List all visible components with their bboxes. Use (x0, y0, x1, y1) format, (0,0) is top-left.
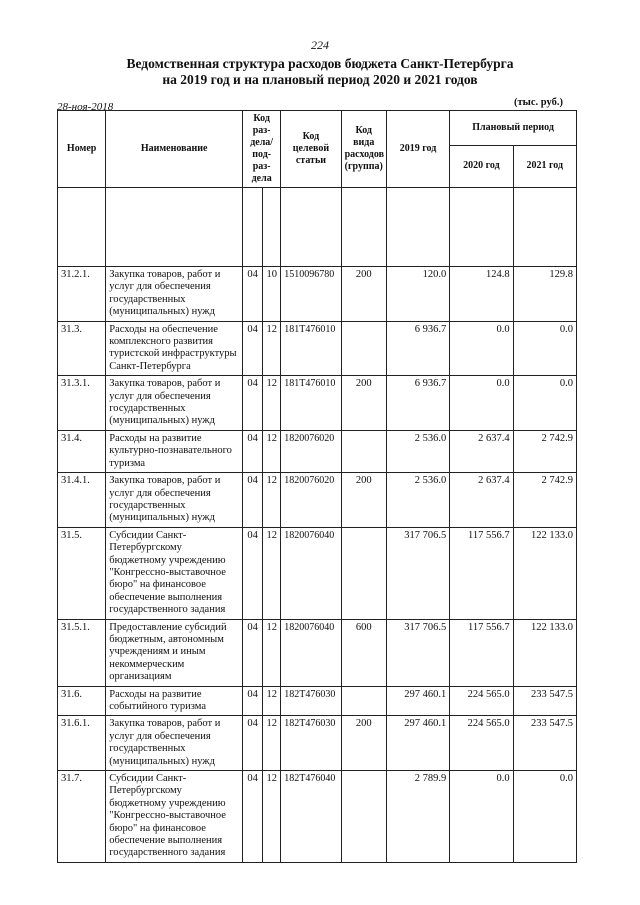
row-number: 31.3.1. (58, 376, 106, 431)
row-target-article: 181T476010 (281, 376, 341, 431)
row-expense-type (341, 430, 386, 472)
row-target-article: 182T476030 (281, 716, 341, 771)
row-number: 31.6.1. (58, 716, 106, 771)
row-number: 31.4. (58, 430, 106, 472)
row-podrazdel: 12 (263, 771, 281, 863)
row-name: Субсидии Санкт-Петербургскому бюджетному учреждению "Конгрессно-выставочное бюро" на финансовое обеспечение выполнения государственного задания (106, 527, 243, 619)
row-razdel: 04 (243, 473, 263, 528)
table-row (58, 716, 577, 771)
units-label: (тыс. руб.) (514, 97, 563, 108)
table-row (58, 527, 577, 619)
table-row (58, 771, 577, 863)
table-row (58, 430, 577, 472)
row-razdel: 04 (243, 771, 263, 863)
row-amount-2020: 2 637.4 (450, 473, 513, 528)
table-row (58, 376, 577, 431)
header-2020: 2020 год (450, 145, 513, 187)
row-target-article: 182T476040 (281, 771, 341, 863)
row-target-article: 181T476010 (281, 321, 341, 376)
row-amount-2021: 122 133.0 (513, 527, 576, 619)
row-expense-type (341, 686, 386, 716)
header-spacer-row (58, 188, 577, 267)
row-expense-type: 200 (341, 473, 386, 528)
row-razdel: 04 (243, 376, 263, 431)
row-amount-2021: 122 133.0 (513, 619, 576, 686)
header-expense-type: Код вида расходов (группа) (341, 111, 386, 188)
row-number: 31.5. (58, 527, 106, 619)
row-amount-2019: 120.0 (386, 267, 449, 322)
row-target-article: 182T476030 (281, 686, 341, 716)
row-podrazdel: 12 (263, 376, 281, 431)
row-amount-2020: 117 556.7 (450, 527, 513, 619)
row-expense-type: 600 (341, 619, 386, 686)
header-2021: 2021 год (513, 145, 576, 187)
row-amount-2020: 117 556.7 (450, 619, 513, 686)
document-date: 28-ноя-2018 (57, 101, 114, 113)
row-razdel: 04 (243, 716, 263, 771)
header-nomer: Номер (58, 111, 106, 188)
row-amount-2019: 2 536.0 (386, 473, 449, 528)
row-name: Закупка товаров, работ и услуг для обеспечения государственных (муниципальных) нужд (106, 473, 243, 528)
table-row (58, 267, 577, 322)
header-name: Наименование (106, 111, 243, 188)
row-expense-type (341, 321, 386, 376)
row-amount-2019: 317 706.5 (386, 619, 449, 686)
table-body (58, 188, 577, 863)
row-podrazdel: 12 (263, 619, 281, 686)
budget-table (57, 110, 577, 863)
document-title (100, 56, 540, 88)
row-name: Закупка товаров, работ и услуг для обеспечения государственных (муниципальных) нужд (106, 267, 243, 322)
row-target-article: 1820076040 (281, 619, 341, 686)
row-amount-2020: 2 637.4 (450, 430, 513, 472)
row-amount-2020: 124.8 (450, 267, 513, 322)
row-razdel: 04 (243, 527, 263, 619)
row-number: 31.4.1. (58, 473, 106, 528)
row-podrazdel: 10 (263, 267, 281, 322)
row-expense-type: 200 (341, 376, 386, 431)
row-amount-2021: 233 547.5 (513, 686, 576, 716)
row-name: Расходы на обеспечение комплексного развития туристской инфраструктуры Санкт-Петербурга (106, 321, 243, 376)
row-amount-2020: 224 565.0 (450, 686, 513, 716)
row-razdel: 04 (243, 430, 263, 472)
row-podrazdel: 12 (263, 430, 281, 472)
row-name: Предоставление субсидий бюджетным, автономным учреждениям и иным некоммерческим организациям (106, 619, 243, 686)
row-razdel: 04 (243, 267, 263, 322)
row-name: Закупка товаров, работ и услуг для обеспечения государственных (муниципальных) нужд (106, 376, 243, 431)
row-amount-2020: 0.0 (450, 321, 513, 376)
row-razdel: 04 (243, 686, 263, 716)
row-expense-type (341, 771, 386, 863)
row-amount-2019: 297 460.1 (386, 686, 449, 716)
row-amount-2019: 297 460.1 (386, 716, 449, 771)
row-razdel: 04 (243, 619, 263, 686)
header-target-article: Код целевой статьи (281, 111, 341, 188)
row-amount-2019: 6 936.7 (386, 376, 449, 431)
row-amount-2019: 317 706.5 (386, 527, 449, 619)
table-row (58, 321, 577, 376)
row-expense-type: 200 (341, 716, 386, 771)
row-amount-2021: 0.0 (513, 376, 576, 431)
row-number: 31.2.1. (58, 267, 106, 322)
row-amount-2019: 6 936.7 (386, 321, 449, 376)
row-expense-type (341, 527, 386, 619)
row-podrazdel: 12 (263, 716, 281, 771)
row-amount-2020: 0.0 (450, 376, 513, 431)
page-number: 224 (311, 38, 329, 52)
row-amount-2021: 2 742.9 (513, 473, 576, 528)
row-number: 31.3. (58, 321, 106, 376)
row-name: Расходы на развитие событийного туризма (106, 686, 243, 716)
header-razdel: Код раз- дела/ под- раз- дела (243, 111, 281, 188)
row-name: Субсидии Санкт-Петербургскому бюджетному учреждению "Конгрессно-выставочное бюро" на финансовое обеспечение выполнения государственного задания (106, 771, 243, 863)
row-amount-2021: 233 547.5 (513, 716, 576, 771)
row-amount-2021: 0.0 (513, 321, 576, 376)
header-planned-period: Плановый период (450, 111, 577, 146)
row-podrazdel: 12 (263, 473, 281, 528)
row-podrazdel: 12 (263, 527, 281, 619)
row-target-article: 1820076020 (281, 430, 341, 472)
row-amount-2020: 0.0 (450, 771, 513, 863)
row-amount-2020: 224 565.0 (450, 716, 513, 771)
row-amount-2021: 0.0 (513, 771, 576, 863)
row-name: Расходы на развитие культурно-познавательного туризма (106, 430, 243, 472)
row-amount-2019: 2 789.9 (386, 771, 449, 863)
row-target-article: 1820076040 (281, 527, 341, 619)
row-expense-type: 200 (341, 267, 386, 322)
row-podrazdel: 12 (263, 686, 281, 716)
title-line-1: Ведомственная структура расходов бюджета Санкт-Петербурга (126, 56, 514, 71)
row-name: Закупка товаров, работ и услуг для обеспечения государственных (муниципальных) нужд (106, 716, 243, 771)
row-amount-2019: 2 536.0 (386, 430, 449, 472)
table-header (58, 111, 577, 188)
row-number: 31.5.1. (58, 619, 106, 686)
title-line-2: на 2019 год и на плановый период 2020 и 2021 годов (162, 72, 478, 87)
row-podrazdel: 12 (263, 321, 281, 376)
row-amount-2021: 129.8 (513, 267, 576, 322)
row-razdel: 04 (243, 321, 263, 376)
row-number: 31.6. (58, 686, 106, 716)
row-target-article: 1820076020 (281, 473, 341, 528)
header-2019: 2019 год (386, 111, 449, 188)
table-row (58, 619, 577, 686)
table-row (58, 473, 577, 528)
row-amount-2021: 2 742.9 (513, 430, 576, 472)
table-row (58, 686, 577, 716)
row-number: 31.7. (58, 771, 106, 863)
row-target-article: 1510096780 (281, 267, 341, 322)
